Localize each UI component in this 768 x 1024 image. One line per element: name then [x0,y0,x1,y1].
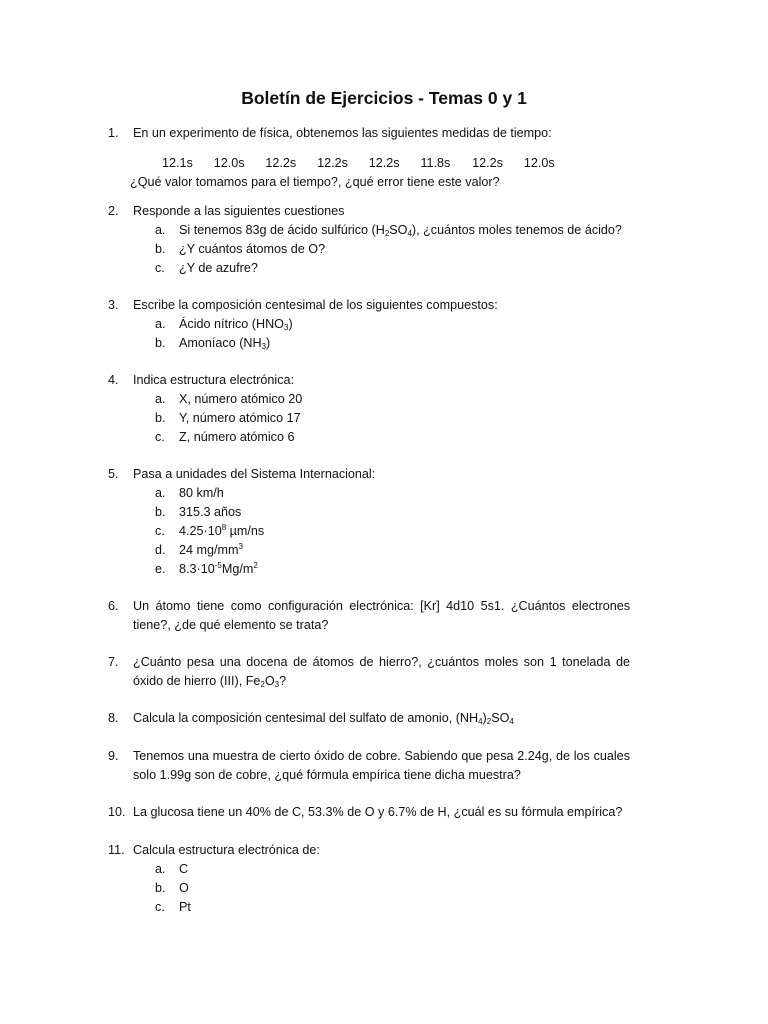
sub-item [133,221,630,240]
sub-item-letter: a. [155,486,166,500]
sub-item-text: Pt [179,900,191,914]
sub-item [133,503,630,522]
sub-item-letter: b. [155,505,166,519]
sub-item-text: Z, número atómico 6 [179,430,295,444]
sub-item [133,259,630,278]
sub-item-letter: a. [155,317,166,331]
sub-item-letter: c. [155,900,165,914]
exercise-text: En un experimento de física, obtenemos las siguientes medidas de tiempo: [133,126,552,140]
sub-item-letter: c. [155,524,165,538]
exercise-text: Un átomo tiene como configuración electrónica: [Kr] 4d10 5s1. ¿Cuántos electrones tiene?, ¿de qué elemento se trata? [133,599,630,632]
sub-item-letter: e. [155,562,166,576]
exercise-10 [108,803,630,822]
time-measurements [162,154,630,173]
sub-item-text: Ácido nítrico $(HNO_3)$ [179,317,293,332]
time-value: 11.8s [420,156,451,170]
document-title: Boletín de Ejercicios - Temas 0 y 1 [241,88,527,108]
sub-item [133,409,630,428]
sub-item-letter: b. [155,336,166,350]
sub-item-letter: a. [155,862,166,876]
exercise-number: 7. [108,655,119,669]
exercise-number: 11. [108,843,125,857]
sub-item-text: 24 $mg/mm^3$ [179,542,243,557]
exercise-number: 3. [108,298,119,312]
time-value: 12.2s [472,156,503,170]
exercise-6 [108,597,630,635]
sub-item-text: ¿Y de azufre? [179,261,258,275]
sub-item-letter: b. [155,242,166,256]
sub-item-text: $8.3\cdot 10^{-5}Mg/m^2$ [179,561,258,576]
exercise-11 [108,841,630,917]
time-value: 12.1s [162,156,193,170]
exercise-9 [108,747,630,785]
exercise-text: Indica estructura electrónica: [133,373,295,387]
sub-item-letter: c. [155,261,165,275]
sub-item-text: Y, número atómico 17 [179,411,301,425]
sub-item-text: X, número atómico 20 [179,392,303,406]
sub-item-text: Amoníaco $(NH_3)$ [179,336,271,351]
exercise-4 [108,371,630,447]
exercise-3 [108,296,630,353]
time-value: 12.0s [523,156,555,170]
sub-item-text: C [179,862,189,876]
exercise-number: 6. [108,599,119,613]
exercise-text: Calcula la composición centesimal del sulfato de amonio, $(NH_4)_2SO_4$ [133,711,514,726]
sub-item [133,334,630,353]
sub-item [133,541,630,560]
exercise-number: 5. [108,467,119,481]
sub-item-letter: d. [155,543,166,557]
sub-item-letter: b. [155,411,166,425]
sub-item [133,240,630,259]
sub-item [133,390,630,409]
exercise-8 [108,709,630,728]
exercise-7 [108,653,630,691]
exercise-number: 8. [108,711,119,725]
time-value: 12.2s [317,156,348,170]
exercise-text: ¿Cuánto pesa una docena de átomos de hierro?, ¿cuántos moles son 1 tonelada de óxido de hierro (III), $Fe_2O_3$? [133,655,630,689]
sub-item-letter: a. [155,223,166,237]
time-value: 12.0s [213,156,245,170]
exercise-number: 4. [108,373,119,387]
sub-item-letter: a. [155,392,166,406]
sub-item-letter: c. [155,430,165,444]
sub-item-text: ¿Y cuántos átomos de O? [179,242,326,256]
sub-item-text: $4.25\cdot 10^8$ µm/ns [179,523,265,538]
sub-item-text: Si tenemos 83g de ácido sulfúrico $(H_2SO_4)$, ¿cuántos moles tenemos de ácido? [179,223,622,238]
sub-item [133,522,630,541]
exercise-text: Tenemos una muestra de cierto óxido de cobre. Sabiendo que pesa 2.24g, de los cuales solo 1.99g son de cobre, ¿qué fórmula empírica tiene dicha muestra? [133,749,630,782]
sub-item [133,560,630,579]
time-value: 12.2s [265,156,297,170]
exercise-text: Responde a las siguientes cuestiones [133,204,345,218]
exercise-1 [108,124,630,192]
exercise-question: ¿Qué valor tomamos para el tiempo?, ¿qué error tiene este valor? [130,175,500,189]
exercise-number: 9. [108,749,119,763]
time-value: 12.2s [368,156,400,170]
sub-item-text: 80 km/h [179,486,224,500]
exercise-number: 1. [108,126,119,140]
exercise-number: 10. [108,805,126,819]
exercise-text: Pasa a unidades del Sistema Internacional: [133,467,376,481]
exercise-text: Escribe la composición centesimal de los siguientes compuestos: [133,298,498,312]
exercise-number: 2. [108,204,119,218]
exercise-5 [108,465,630,579]
exercise-text: La glucosa tiene un 40% de C, 53.3% de O y 6.7% de H, ¿cuál es su fórmula empírica? [133,805,623,819]
exercise-2 [108,202,630,278]
sub-item [133,484,630,503]
sub-item [133,860,630,879]
sub-item-text: 315.3 años [179,505,242,519]
sub-item-letter: b. [155,881,166,895]
sub-item [133,315,630,334]
sub-item [133,879,630,898]
sub-item [133,428,630,447]
exercise-text: Calcula estructura electrónica de: [133,843,320,857]
sub-item [133,898,630,917]
sub-item-text: O [179,881,189,895]
